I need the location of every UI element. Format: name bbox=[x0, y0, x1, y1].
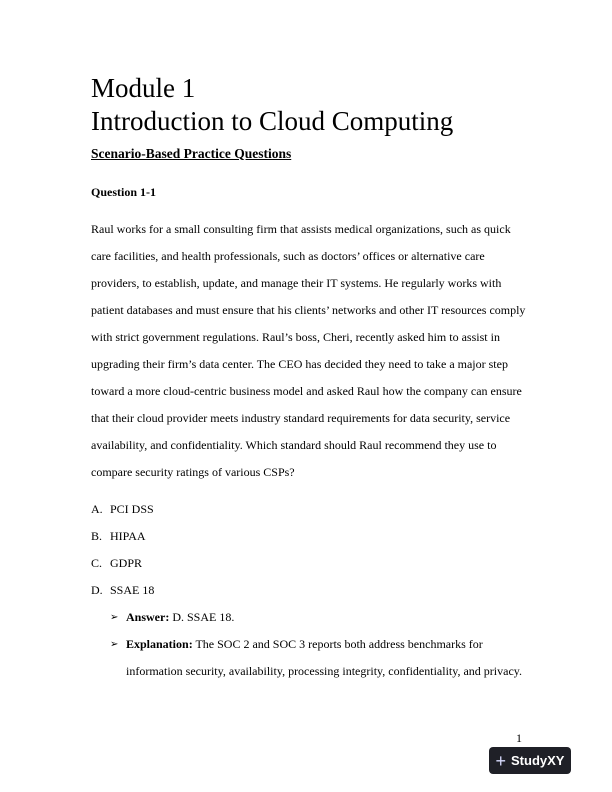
option-letter: A. bbox=[91, 502, 103, 516]
answer-item bbox=[110, 604, 540, 631]
question-label: Question 1-1 bbox=[91, 185, 157, 199]
arrow-bullet-icon: ➢ bbox=[110, 639, 119, 650]
module-number: Module 1 bbox=[91, 73, 196, 103]
answer-text: D. SSAE 18. bbox=[169, 610, 235, 624]
option-b bbox=[91, 523, 154, 550]
answer-label: Answer: bbox=[126, 610, 170, 624]
option-letter: C. bbox=[91, 556, 103, 570]
option-letter: D. bbox=[91, 583, 103, 597]
page-number: 1 bbox=[516, 731, 522, 745]
option-text: PCI DSS bbox=[110, 502, 154, 516]
module-subtitle: Introduction to Cloud Computing bbox=[91, 106, 454, 136]
option-text: GDPR bbox=[110, 556, 143, 570]
arrow-bullet-icon: ➢ bbox=[110, 612, 119, 623]
badge-label: StudyXY bbox=[511, 753, 565, 768]
explanation-text: The SOC 2 and SOC 3 reports both address benchmarks for information security, availability, processing integrity, confidentiality, and privacy. bbox=[126, 637, 522, 678]
option-letter: B. bbox=[91, 529, 103, 543]
module-title bbox=[91, 72, 561, 138]
answer-list bbox=[110, 604, 540, 685]
option-a bbox=[91, 496, 154, 523]
plus-icon: + bbox=[495, 750, 507, 771]
option-text: HIPAA bbox=[110, 529, 146, 543]
question-text: Raul works for a small consulting firm that assists medical organizations, such as quick care facilities, and health professionals, such as doctors’ offices or alternative care providers, to establish, update, and manage their IT systems. He regularly works with patient databases and must ensure that his clients’ networks and other IT resources comply with strict government regulations. Raul’s boss, Cheri, recently asked him to assist in upgrading their firm’s data center. The CEO has decided they need to take a major step toward a more cloud-centric business model and asked Raul how the company can ensure that their cloud provider meets industry standard requirements for data security, service availability, and confidentiality. Which standard should Raul recommend they use to compare security ratings of various CSPs? bbox=[91, 222, 526, 479]
option-text: SSAE 18 bbox=[110, 583, 155, 597]
answer-options bbox=[91, 496, 154, 604]
explanation-label: Explanation: bbox=[126, 637, 193, 651]
section-heading: Scenario-Based Practice Questions bbox=[91, 146, 292, 161]
studyxy-badge[interactable] bbox=[489, 747, 571, 774]
explanation-item bbox=[110, 631, 540, 685]
option-d bbox=[91, 577, 154, 604]
option-c bbox=[91, 550, 154, 577]
